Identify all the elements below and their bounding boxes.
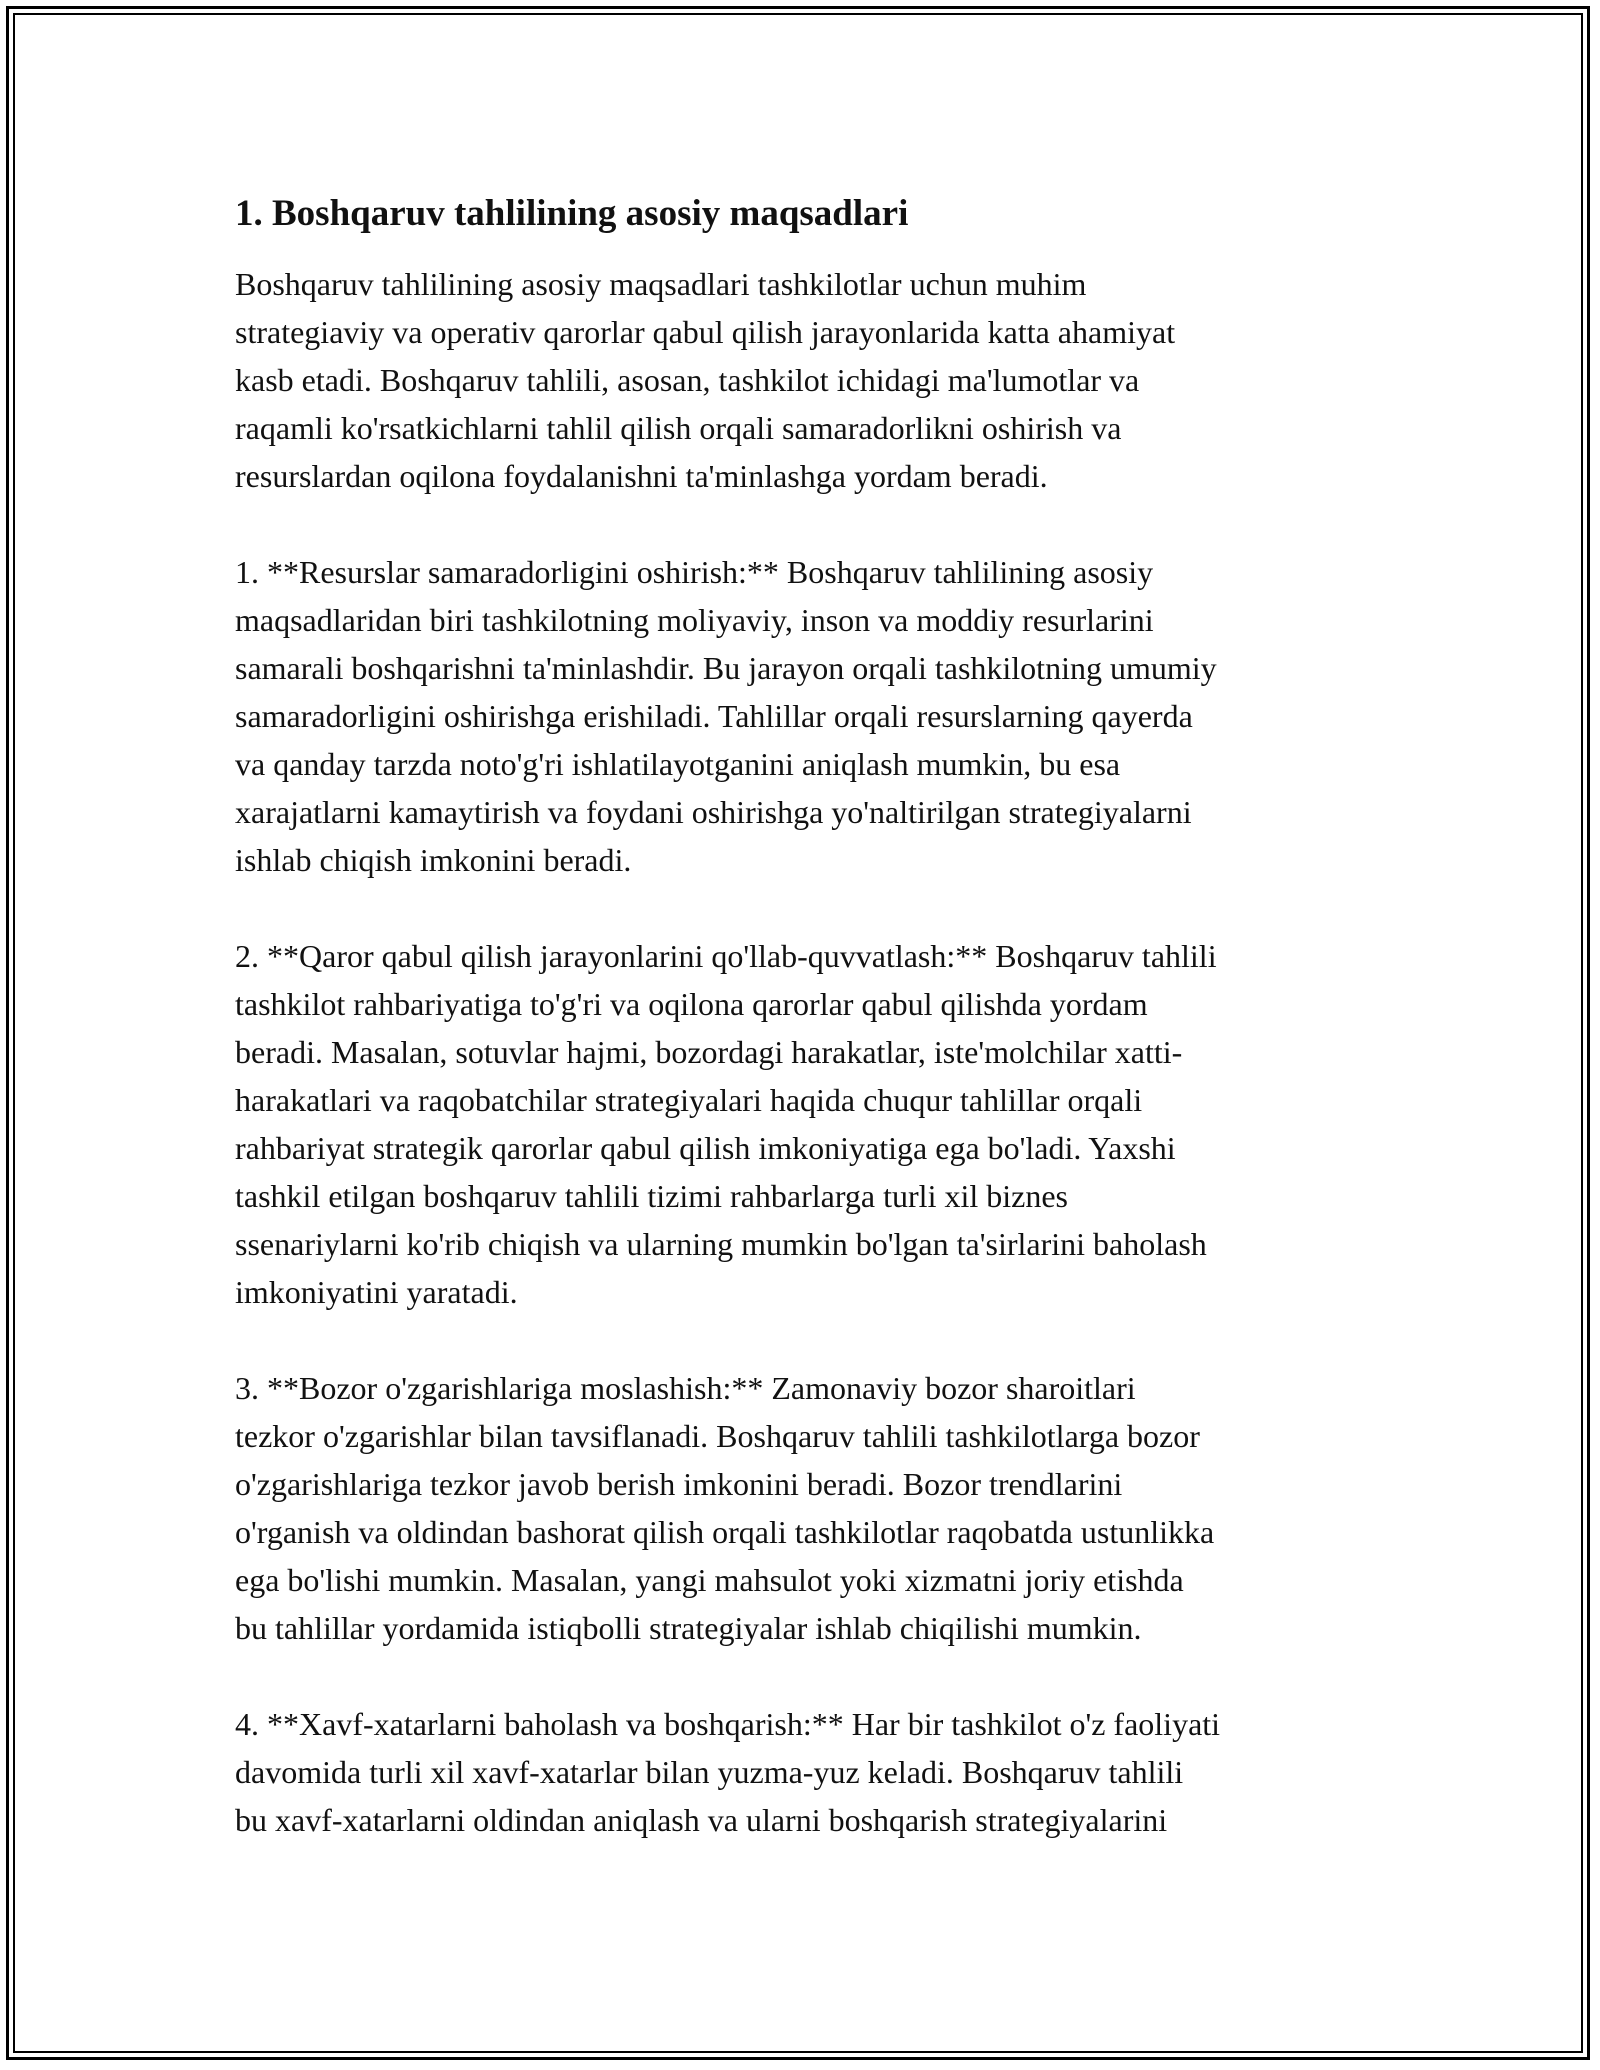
paragraph-line: strategiaviy va operativ qarorlar qabul qilish jarayonlarida katta ahamiyat [235, 314, 1176, 350]
point-3-paragraph [235, 1364, 1375, 1652]
intro-paragraph [235, 260, 1375, 500]
paragraph-line: beradi. Masalan, sotuvlar hajmi, bozordagi harakatlar, iste'molchilar xatti- [235, 1034, 1183, 1070]
paragraph-line: tashkilot rahbariyatiga to'g'ri va oqilona qarorlar qabul qilishda yordam [235, 986, 1148, 1022]
paragraph-line: maqsadlaridan biri tashkilotning moliyaviy, inson va moddiy resurlarini [235, 602, 1154, 638]
paragraph-line: o'zgarishlariga tezkor javob berish imkonini beradi. Bozor trendlarini [235, 1466, 1123, 1502]
paragraph-line: ega bo'lishi mumkin. Masalan, yangi mahsulot yoki xizmatni joriy etishda [235, 1562, 1184, 1598]
document-body [235, 190, 1375, 1892]
point-4-paragraph [235, 1700, 1375, 1844]
paragraph-line: xarajatlarni kamaytirish va foydani oshirishga yo'naltirilgan strategiyalarni [235, 794, 1192, 830]
paragraph-line: o'rganish va oldindan bashorat qilish orqali tashkilotlar raqobatda ustunlikka [235, 1514, 1215, 1550]
paragraph-line: samaradorligini oshirishga erishiladi. Tahlillar orqali resurslarning qayerda [235, 698, 1193, 734]
paragraph-line: raqamli ko'rsatkichlarni tahlil qilish orqali samaradorlikni oshirish va [235, 410, 1122, 446]
paragraph-line: bu xavf-xatarlarni oldindan aniqlash va ularni boshqarish strategiyalarini [235, 1802, 1168, 1838]
paragraph-line: harakatlari va raqobatchilar strategiyalari haqida chuqur tahlillar orqali [235, 1082, 1143, 1118]
paragraph-line: imkoniyatini yaratadi. [235, 1274, 518, 1310]
section-heading: 1. Boshqaruv tahlilining asosiy maqsadlari [235, 193, 909, 234]
point-2-paragraph [235, 932, 1375, 1316]
paragraph-line: 1. **Resurslar samaradorligini oshirish:** Boshqaruv tahlilining asosiy [235, 554, 1154, 590]
paragraph-line: 4. **Xavf-xatarlarni baholash va boshqarish:** Har bir tashkilot o'z faoliyati [235, 1706, 1221, 1742]
paragraph-line: ssenariylarni ko'rib chiqish va ularning mumkin bo'lgan ta'sirlarini baholash [235, 1226, 1207, 1262]
paragraph-line: Boshqaruv tahlilining asosiy maqsadlari tashkilotlar uchun muhim [235, 266, 1087, 302]
paragraph-line: bu tahlillar yordamida istiqbolli strategiyalar ishlab chiqilishi mumkin. [235, 1610, 1142, 1646]
paragraph-line: 3. **Bozor o'zgarishlariga moslashish:** Zamonaviy bozor sharoitlari [235, 1370, 1136, 1406]
paragraph-line: ishlab chiqish imkonini beradi. [235, 842, 632, 878]
paragraph-line: va qanday tarzda noto'g'ri ishlatilayotganini aniqlash mumkin, bu esa [235, 746, 1121, 782]
paragraph-line: rahbariyat strategik qarorlar qabul qilish imkoniyatiga ega bo'ladi. Yaxshi [235, 1130, 1176, 1166]
point-1-paragraph [235, 548, 1375, 884]
paragraph-line: tashkil etilgan boshqaruv tahlili tizimi rahbarlarga turli xil biznes [235, 1178, 1068, 1214]
paragraph-line: tezkor o'zgarishlar bilan tavsiflanadi. Boshqaruv tahlili tashkilotlarga bozor [235, 1418, 1200, 1454]
paragraph-line: resurslardan oqilona foydalanishni ta'minlashga yordam beradi. [235, 458, 1048, 494]
paragraph-line: 2. **Qaror qabul qilish jarayonlarini qo'llab-quvvatlash:** Boshqaruv tahlili [235, 938, 1217, 974]
paragraph-line: davomida turli xil xavf-xatarlar bilan yuzma-yuz keladi. Boshqaruv tahlili [235, 1754, 1184, 1790]
paragraph-line: kasb etadi. Boshqaruv tahlili, asosan, tashkilot ichidagi ma'lumotlar va [235, 362, 1140, 398]
paragraph-line: samarali boshqarishni ta'minlashdir. Bu jarayon orqali tashkilotning umumiy [235, 650, 1217, 686]
